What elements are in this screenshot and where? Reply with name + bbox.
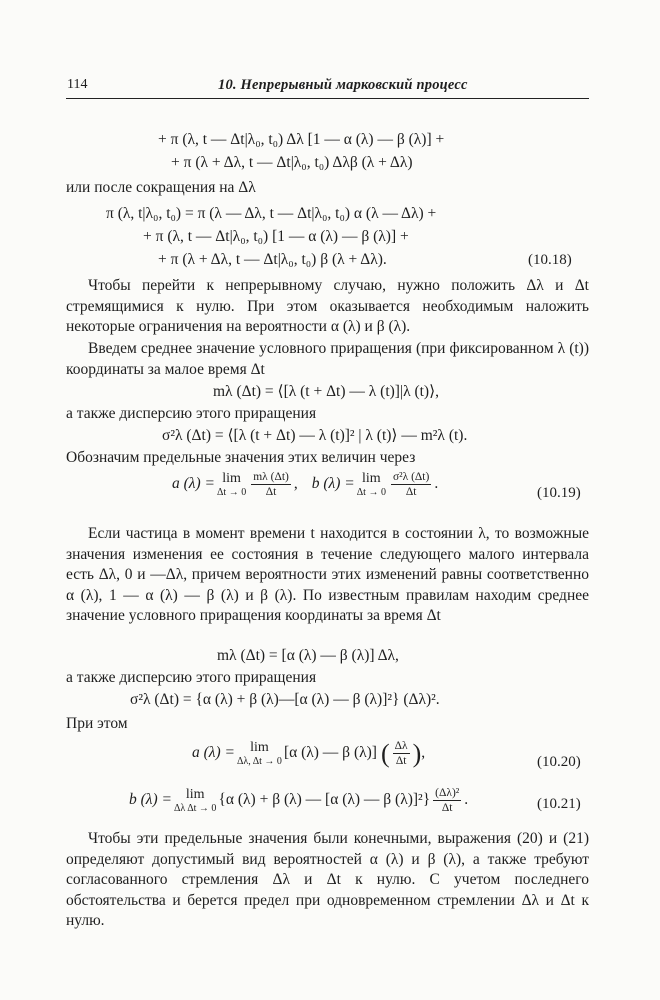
equation-10-21 [129,786,468,815]
eq-10-19-separator: , [293,475,298,493]
text-dispersion-2: а также дисперсию этого приращения [66,669,317,686]
equation-10-19 [172,470,438,499]
equation-10-18-line-1: π (λ, t|λ₀, t₀) = π (λ — Δλ, t — Δt|λ₀, t₀) α (λ — Δλ) + [106,205,437,222]
eq-10-21-body: {α (λ) + β (λ) — [α (λ) — β (λ)]²} [218,791,431,809]
equation-10-20 [192,739,425,768]
fraction-b [391,470,431,499]
fraction-a-denominator: Δt [265,486,277,498]
lim-subscript: Δλ Δt → 0 [174,803,217,814]
text-then: При этом [66,715,128,732]
header-rule [66,98,589,99]
paragraph-particle-state: Если частица в момент времени t находится в состоянии λ, то возможные значения изменения ее состояния в течение следующего малого интервала есть Δλ, 0 и —Δλ, причем вероятности этих изменений равны соответственно α (λ), 1 — α (λ) — β (λ) и β (λ). По известным правилам находим среднее значение условного приращения координаты за время Δt [66,525,589,624]
text-after-cancel: или после сокращения на Δλ [66,179,256,196]
paragraph-continuous-case: Чтобы перейти к непрерывному случаю, нужно положить Δλ и Δt стремящимися к нулю. При этом оказывается необходимым наложить некоторые ограничения на вероятности α (λ) и β (λ). [66,277,589,335]
equation-mean-increment: mλ (Δt) = ⟨[λ (t + Δt) — λ (t)]|λ (t)⟩, [213,383,440,400]
page-number: 114 [67,77,88,92]
paragraph-finite-limits: Чтобы эти предельные значения были конечными, выражения (20) и (21) определяют допустимый вид вероятностей α (λ) и β (λ), а также требуют согласованного стремления Δλ и Δt к нулю. С учетом последнего обстоятельства и берется предел при одновременном стремлении Δλ и Δt к нулю. [66,830,589,929]
fraction-a-numerator: mλ (Δt) [253,471,289,483]
fraction-denominator: Δt [441,802,453,814]
paragraph-mean-increment: Введем среднее значение условного приращения (при фиксированном λ (t)) координаты за малое время Δt [66,340,589,378]
fraction-b-numerator: σ²λ (Δt) [392,471,430,483]
equation-10-18-line-2: + π (λ, t — Δt|λ₀, t₀) [1 — α (λ) — β (λ)] + [143,228,409,245]
fraction-denominator: Δt [395,755,407,767]
text-dispersion-1: а также дисперсию этого приращения [66,405,317,422]
limit-operator [357,471,386,498]
equation-number-10-19: (10.19) [537,485,581,501]
left-paren: ( [380,738,390,768]
eq-10-20-body: [α (λ) — β (λ)] [283,744,377,762]
limit-operator [174,787,216,814]
fraction-dl2-dt [433,786,461,815]
equation-number-10-21: (10.21) [537,796,581,812]
equation-dispersion-1: σ²λ (Δt) = ⟨[λ (t + Δt) — λ (t)]² | λ (t)⟩ — m²λ (t). [162,427,468,444]
eq-10-19-b-lhs: b (λ) = [311,475,355,493]
lim-subscript: Δλ, Δt → 0 [237,756,282,767]
eq-10-19-a-lhs: a (λ) = [172,475,215,493]
lim-text: lim [250,740,269,755]
fraction-a [251,470,291,499]
eq-10-19-end: . [434,475,439,493]
lim-text: lim [222,471,241,486]
lim-subscript: Δt → 0 [217,487,247,498]
eq-10-20-end: , [421,744,426,762]
fraction-b-denominator: Δt [405,486,417,498]
limit-operator [217,471,246,498]
eq-10-21-end: . [464,791,469,809]
equation-dispersion-2: σ²λ (Δt) = {α (λ) + β (λ)—[α (λ) — β (λ)]²} (Δλ)². [130,691,440,708]
lim-text: lim [362,471,381,486]
eq-10-20-lhs: a (λ) = [192,744,235,762]
fraction-numerator: Δλ [394,740,408,752]
text-limit-values: Обозначим предельные значения этих величин через [66,449,416,466]
running-title: 10. Непрерывный марковский процесс [218,77,468,93]
lim-text: lim [185,787,205,802]
limit-operator [237,740,282,767]
equation-10-18-line-3: + π (λ + Δλ, t — Δt|λ₀, t₀) β (λ + Δλ). [158,251,387,268]
equation-number-10-20: (10.20) [537,754,581,770]
lim-subscript: Δt → 0 [356,487,386,498]
eq-10-21-lhs: b (λ) = [129,791,172,809]
equation-mean-increment-2: mλ (Δt) = [α (λ) — β (λ)] Δλ, [217,647,399,664]
equation-number-10-18: (10.18) [528,252,572,268]
fraction-dl-dt [393,739,410,768]
equation-top-line-1: + π (λ, t — Δt|λ₀, t₀) Δλ [1 — α (λ) — β (λ)] + [158,131,445,148]
right-paren: ) [412,738,422,768]
fraction-numerator: (Δλ)² [435,787,460,799]
equation-top-line-2: + π (λ + Δλ, t — Δt|λ₀, t₀) Δλβ (λ + Δλ) [171,154,413,171]
